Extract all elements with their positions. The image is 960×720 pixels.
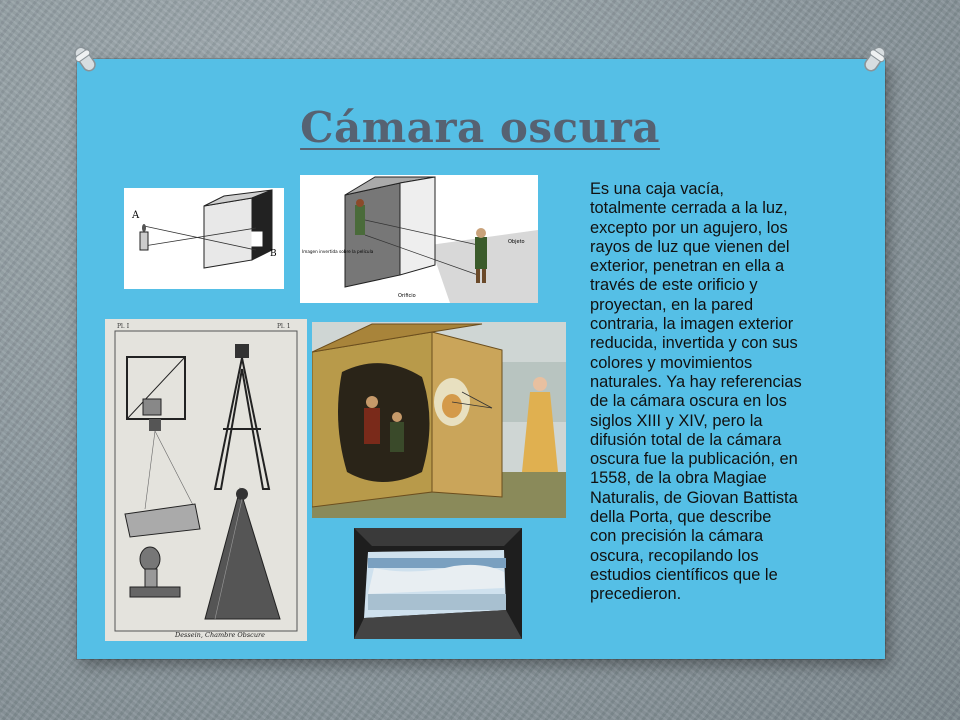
engraving-top-left: Pl. I bbox=[117, 323, 130, 330]
painted-camera-room-image bbox=[312, 322, 566, 518]
diagram2-label-left: Imagen invertida sobre la película bbox=[302, 249, 374, 254]
diagram2-label-bottom: Orificio bbox=[398, 293, 416, 299]
camera-obscura-cube-image bbox=[300, 175, 538, 303]
diagram1-label-b: B bbox=[270, 249, 277, 259]
pushpin-top-right-icon bbox=[858, 42, 892, 76]
pushpin-top-left-icon bbox=[68, 42, 102, 76]
installation-photo-image bbox=[354, 528, 522, 639]
camera-obscura-diagram-image bbox=[124, 188, 284, 289]
engraving-caption: Dessein, Chambre Obscure bbox=[175, 631, 265, 639]
diagram2-label-right: Objeto bbox=[508, 239, 525, 245]
engraving-top-right: Pl. 1 bbox=[277, 323, 291, 330]
slide-title: Cámara oscura bbox=[300, 103, 660, 152]
slide-body-text: Es una caja vacía, totalmente cerrada a la luz, excepto por un agujero, los rayos de luz que vienen del exterior, penetran en ella a través de este orificio y proyectan, en la pared contraria, la imagen exterior reducida, invertida y con sus colores y movimientos naturales. Ya hay referencias de la cámara oscura en los siglos XIII y XIV, pero la difusión total de la cámara oscura fue la publicación, en 1558, de la obra Magiae Naturalis, de Giovan Battista della Porta, que describe con precisión la cámara oscura, recopilando los estudios científicos que le precedieron. bbox=[590, 180, 802, 604]
engraving-plate-image bbox=[105, 319, 307, 641]
diagram1-label-a: A bbox=[132, 210, 140, 221]
